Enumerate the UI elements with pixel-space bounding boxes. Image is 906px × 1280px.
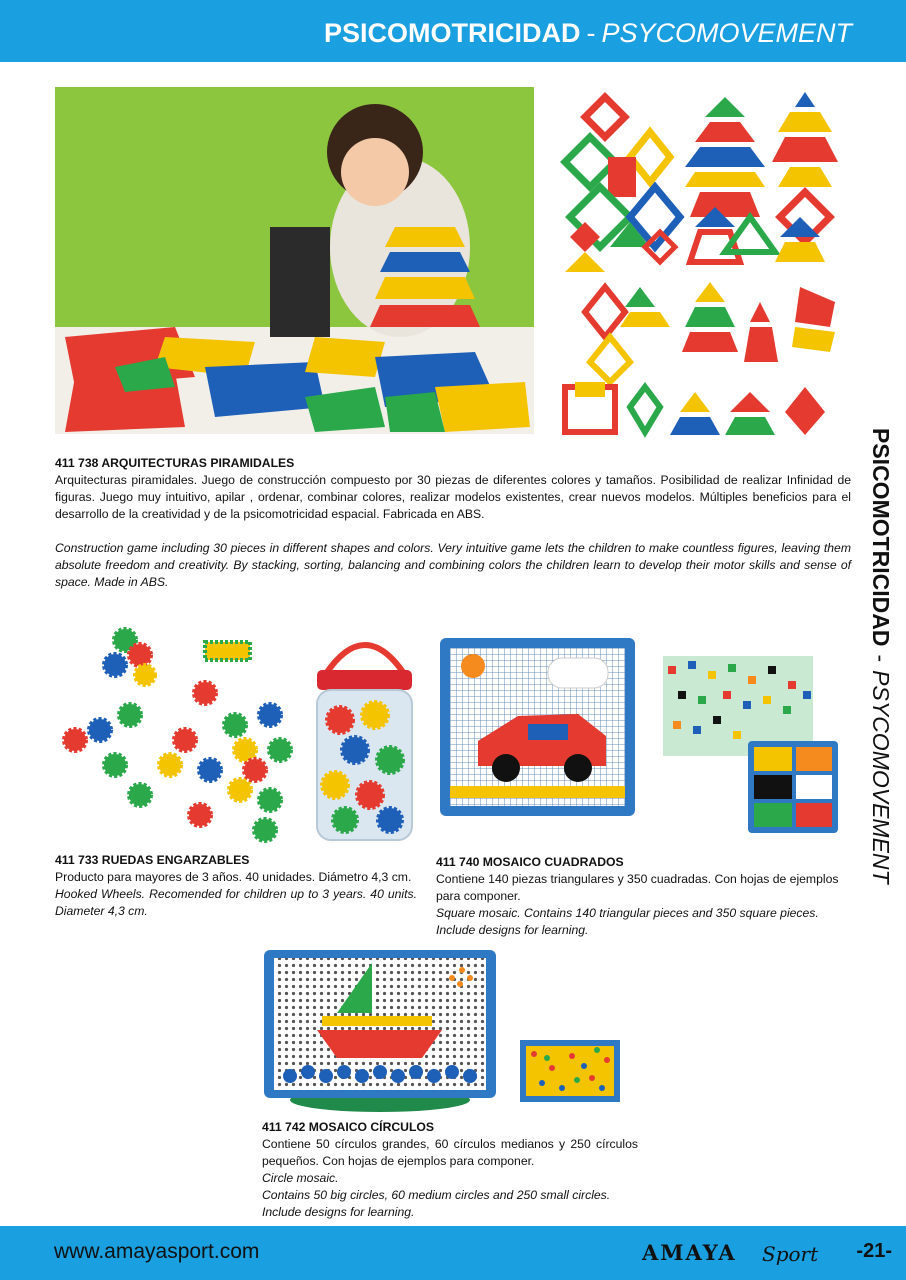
page-footer: [0, 1226, 906, 1280]
product-411742-desc-es: Contiene 50 círculos grandes, 60 círculos medianos y 250 círculos pequeños. Con hojas de ejemplos para componer.: [262, 1137, 638, 1168]
product-411740-description: [436, 854, 842, 939]
page-number: -21-: [856, 1240, 892, 1262]
product-411738-title: 411 738 ARQUITECTURAS PIRAMIDALES: [55, 456, 295, 470]
side-title-es: PSICOMOTRICIDAD: [868, 428, 894, 647]
product-411738-desc-es: Arquitecturas piramidales. Juego de construcción compuesto por 30 piezas de diferentes colores y tamaños. Posibilidad de realizar Infinidad de figuras. Juego muy intuitivo, apilar , ordenar, combinar colores, realizar modelos existentes, crear nuevos modelos. Múltiples beneficios para el desarrollo de la creatividad y de la psicomotricidad espacial. Fabricada en ABS.: [55, 473, 851, 521]
photo-circle-mosaic: [262, 948, 638, 1114]
page-header: [0, 0, 906, 62]
product-411738-description: [55, 455, 851, 591]
photo-hooked-wheels: [55, 620, 425, 845]
product-411738-desc-en: Construction game including 30 pieces in different shapes and colors. Very intuitive game lets the children to make countless figures, leaving them absolute freedom and creativity. By stacking, sorting, balancing and combining colors the children learn to develop their motor skills and sense of space. Made in ABS.: [55, 541, 851, 589]
photo-child-pyramids: [55, 87, 534, 434]
product-411740-title: 411 740 MOSAICO CUADRADOS: [436, 855, 624, 869]
header-title: [324, 18, 852, 49]
photo-pyramid-figures: [560, 87, 843, 439]
brand-logo-sub: Sport: [762, 1242, 819, 1266]
photo-square-mosaic: [438, 636, 843, 836]
header-title-en: PSYCOMOVEMENT: [601, 18, 852, 48]
product-411740-desc-es: Contiene 140 piezas triangulares y 350 cuadradas. Con hojas de ejemplos para componer.: [436, 872, 839, 903]
product-411733-desc-es: Producto para mayores de 3 años. 40 unidades. Diámetro 4,3 cm.: [55, 870, 412, 884]
product-411733-title: 411 733 RUEDAS ENGARZABLES: [55, 853, 250, 867]
product-411742-title: 411 742 MOSAICO CÍRCULOS: [262, 1120, 435, 1134]
product-411740-desc-en: Square mosaic. Contains 140 triangular pieces and 350 square pieces. Include designs for learning.: [436, 906, 819, 937]
product-411733-description: [55, 852, 417, 920]
product-411733-desc-en: Hooked Wheels. Recomended for children up to 3 years. 40 units. Diameter 4,3 cm.: [55, 887, 417, 918]
side-title-separator: -: [868, 654, 894, 663]
header-title-es: PSICOMOTRICIDAD: [323, 18, 581, 48]
side-title-en: PSYCOMOVEMENT: [868, 670, 894, 884]
brand-logo: AMAYA: [642, 1240, 737, 1265]
website-link[interactable]: www.amayasport.com: [54, 1240, 260, 1263]
header-separator: -: [586, 18, 596, 48]
product-411742-description: [262, 1119, 638, 1221]
product-411742-desc-en1: Circle mosaic.: [262, 1171, 339, 1185]
side-section-title: [867, 428, 894, 884]
product-411742-desc-en2: Contains 50 big circles, 60 medium circles and 250 small circles. Include designs for learning.: [262, 1188, 611, 1219]
